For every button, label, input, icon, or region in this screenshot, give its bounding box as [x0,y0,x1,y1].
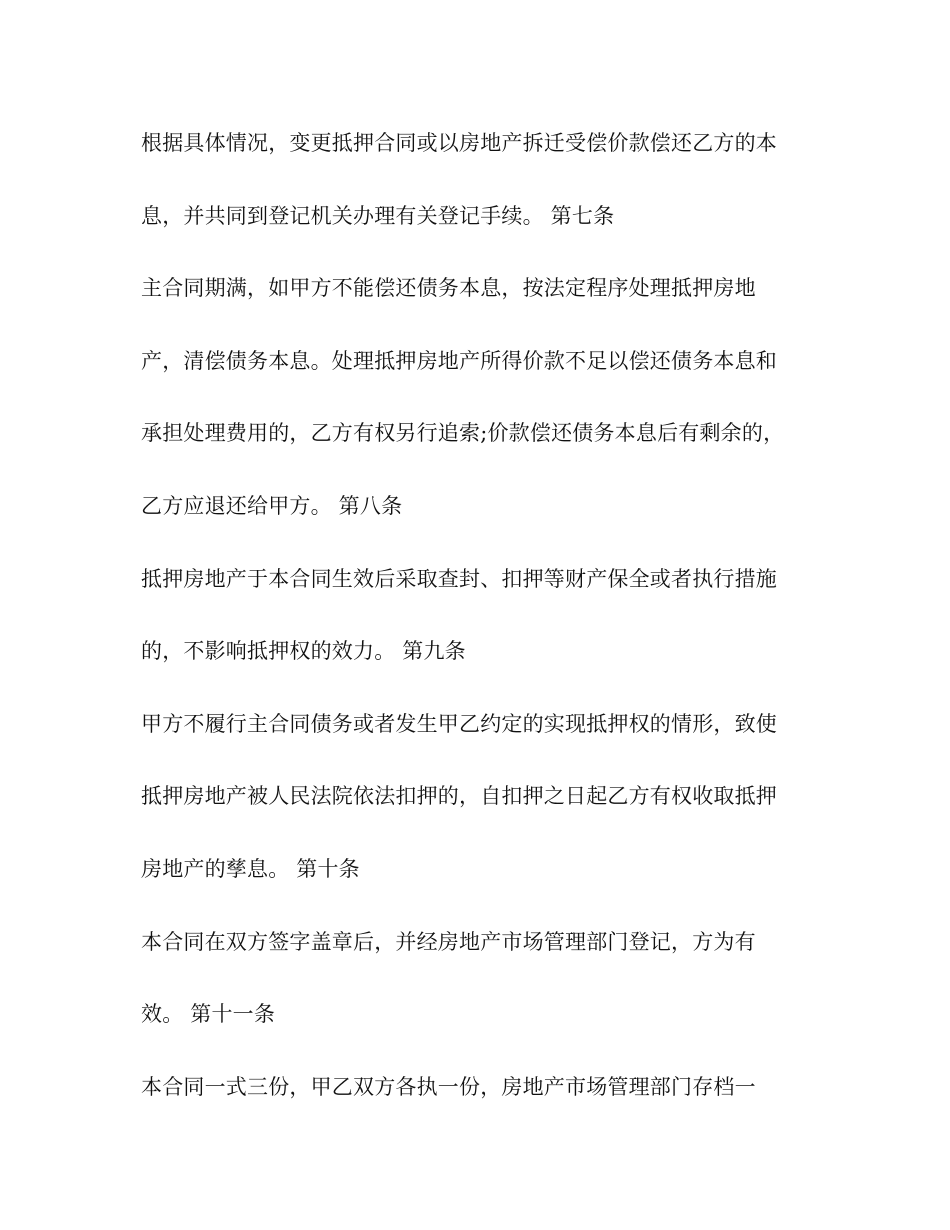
text-line: 甲方不履行主合同债务或者发生甲乙约定的实现抵押权的情形，致使 [141,711,777,736]
text-line: 本合同一式三份，甲乙双方各执一份，房地产市场管理部门存档一 [141,1074,756,1099]
text-line: 乙方应退还给甲方。 第八条 [141,493,403,518]
text-line: 抵押房地产被人民法院依法扣押的，自扣押之日起乙方有权收取抵押 [141,784,777,809]
text-line: 抵押房地产于本合同生效后采取查封、扣押等财产保全或者执行措施 [141,566,777,591]
text-line: 的，不影响抵押权的效力。 第九条 [141,639,466,664]
text-line: 房地产的孳息。 第十条 [141,856,360,881]
text-line: 息，并共同到登记机关办理有关登记手续。 第七条 [141,203,615,228]
text-line: 根据具体情况，变更抵押合同或以房地产拆迁受偿价款偿还乙方的本 [141,131,777,155]
text-line: 承担处理费用的，乙方有权另行追索;价款偿还债务本息后有剩余的， [141,421,785,446]
text-line: 产，清偿债务本息。处理抵押房地产所得价款不足以偿还债务本息和 [141,348,777,373]
text-line: 主合同期满，如甲方不能偿还债务本息，按法定程序处理抵押房地 [141,276,756,301]
text-line: 本合同在双方签字盖章后，并经房地产市场管理部门登记，方为有 [141,929,756,954]
contract-text-body [141,121,811,1137]
text-line: 效。 第十一条 [141,1002,276,1027]
